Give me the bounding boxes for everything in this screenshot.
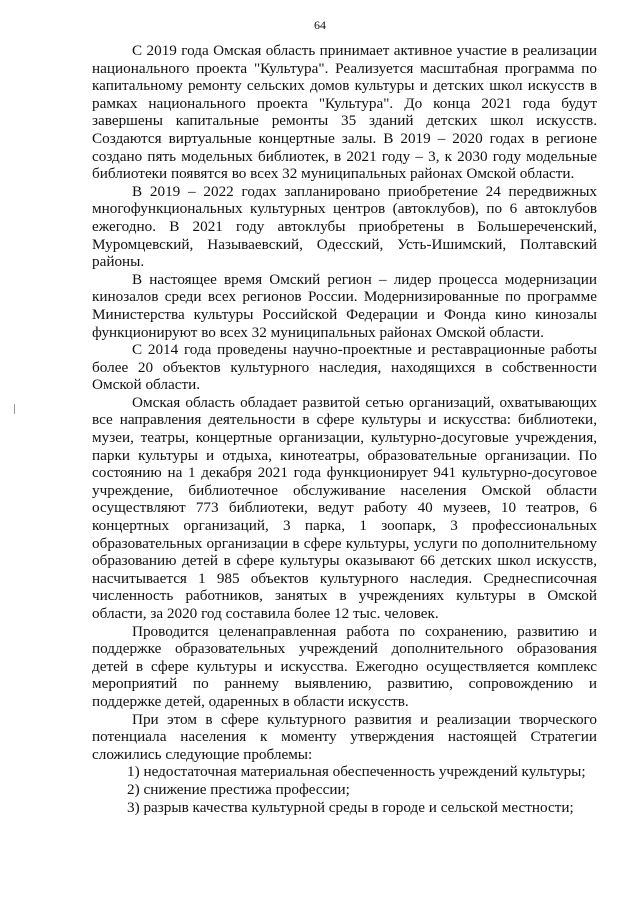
- paragraph-culture-network: Омская область обладает развитой сетью организаций, охватывающих все направления деятельности в сфере культуры и искусства: библиотеки, музеи, театры, концертные организации, культурно-досуговые учреждения, парки культуры и отдыха, кинотеатры, образовательные организации. По состоянию на 1 декабря 2021 года функционирует 941 культурно-досуговое учреждение, библиотечное обслуживание населения Омской области осуществляют 773 библиотеки, ведут работу 40 музеев, 10 театров, 6 концертных организаций, 3 парка, 1 зоопарк, 3 профессиональных образовательных организации в сфере культуры, услуги по дополнительному образованию детей в сфере культуры оказывают 66 детских школ искусств, насчитывается 1 985 объектов культурного наследия. Среднесписочная численность работников, занятых в учреждениях культуры в Омской области, за 2020 год составила более 12 тыс. человек.: [92, 393, 597, 622]
- paragraph-autoclubs: В 2019 – 2022 годах запланировано приобретение 24 передвижных многофункциональных культурных центров (автоклубов), по 6 автоклубов ежегодно. В 2021 году автоклубы приобретены в Большереченский, Муромцевский, Называевский, Одесский, Усть-Ишимский, Полтавский районы.: [92, 182, 597, 271]
- paragraph-national-project: С 2019 года Омская область принимает активное участие в реализации национального проекта "Культура". Реализуется масштабная программа по капитальному ремонту сельских домов культуры и детских школ искусств в рамках национального проекта "Культура". До конца 2021 года будут завершены капитальные ремонты 35 зданий детских школ искусств. Создаются виртуальные концертные залы. В 2019 – 2020 годах в регионе создано пять модельных библиотек, в 2021 году – 3, к 2030 году модельные библиотеки появятся во всех 32 муниципальных районах Омской области.: [92, 42, 597, 183]
- paragraph-problems-intro: При этом в сфере культурного развития и реализации творческого потенциала населения к моменту утверждения настоящей Стратегии сложились следующие проблемы:: [92, 710, 597, 763]
- problem-list-item: 1) недостаточная материальная обеспеченность учреждений культуры;: [127, 763, 586, 781]
- scan-margin-mark: [14, 404, 15, 414]
- page-number: 64: [314, 18, 326, 32]
- page-body: [92, 42, 597, 816]
- paragraph-gifted-children: Проводится целенаправленная работа по сохранению, развитию и поддержке образовательных учреждений дополнительного образования детей в сфере культуры и искусства. Ежегодно осуществляется комплекс мероприятий по раннему выявлению, развитию, сопровождению и поддержке детей, одаренных в области искусств.: [92, 622, 597, 710]
- problem-list-item: 3) разрыв качества культурной среды в городе и сельской местности;: [127, 798, 574, 816]
- paragraph-cinema-modernization: В настоящее время Омский регион – лидер процесса модернизации кинозалов среди всех регионов России. Модернизированные по программе Министерства культуры Российской Федерации и Фонда кино кинозалы функционируют во всех 32 муниципальных районах Омской области.: [92, 270, 597, 341]
- paragraph-heritage-restoration: С 2014 года проведены научно-проектные и реставрационные работы более 20 объектов культурного наследия, находящихся в собственности Омской области.: [92, 341, 597, 394]
- problem-list-item: 2) снижение престижа профессии;: [127, 780, 350, 798]
